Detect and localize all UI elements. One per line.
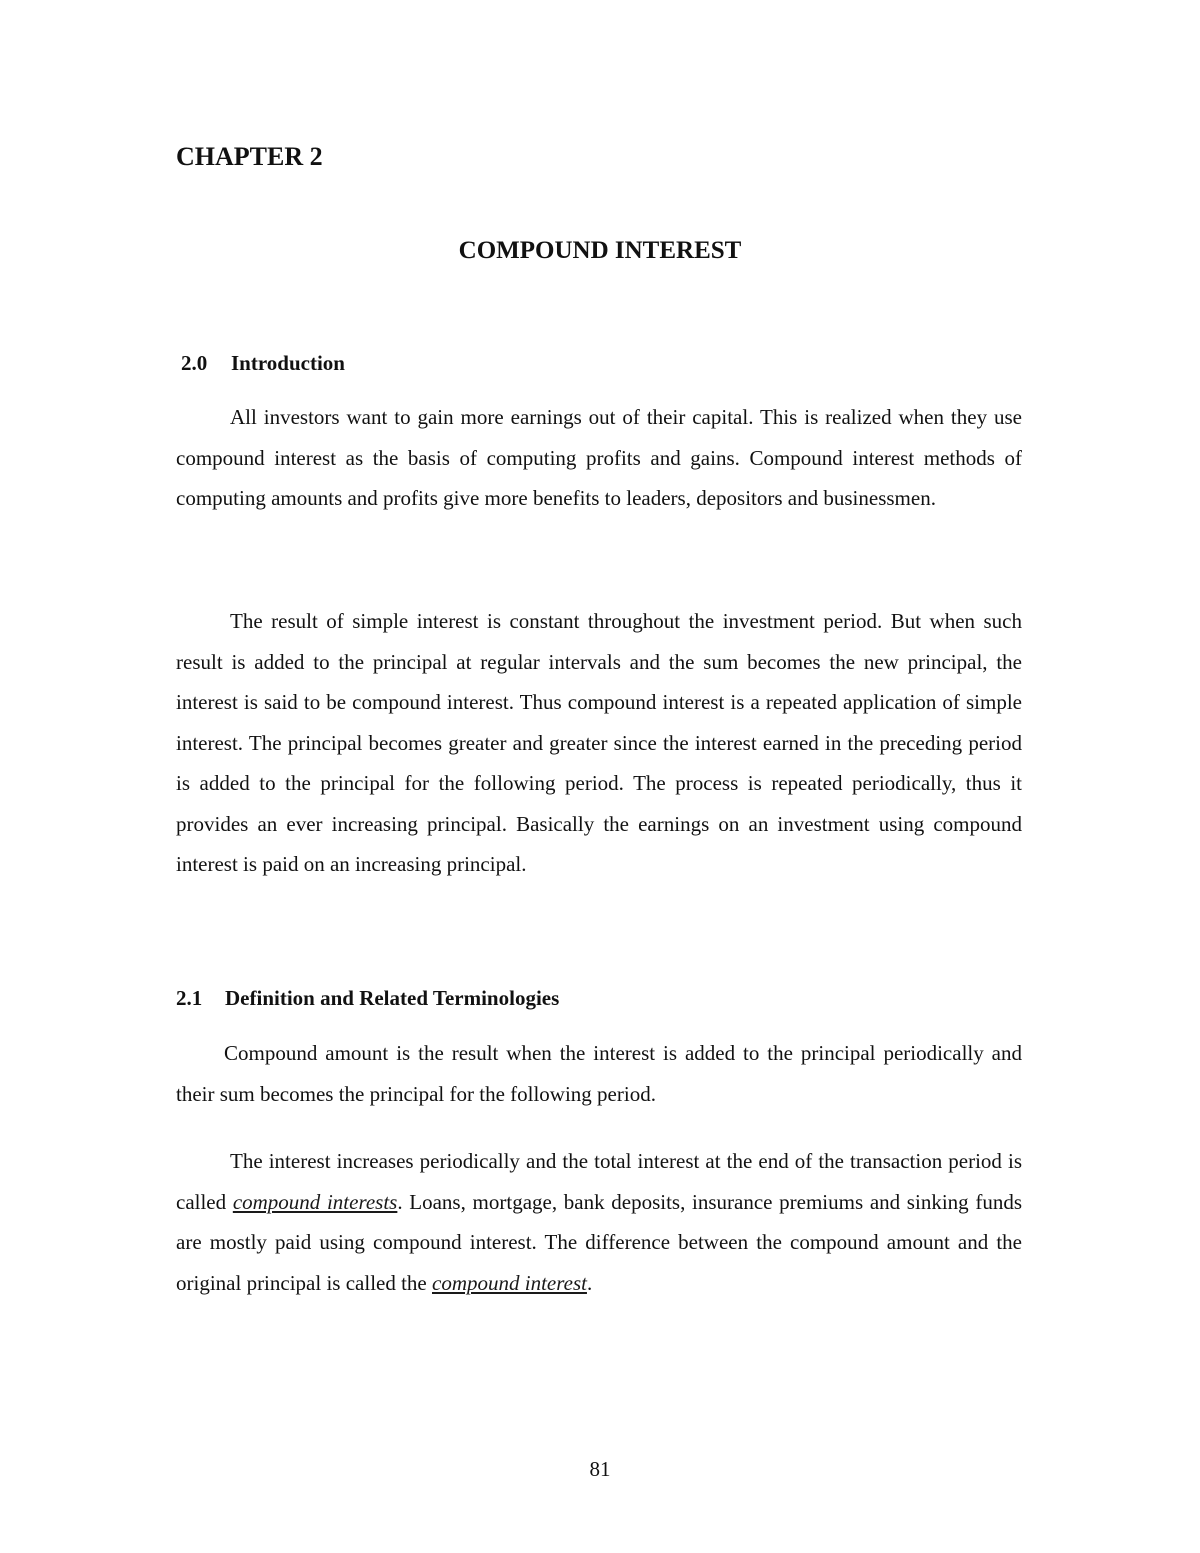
chapter-title: COMPOUND INTEREST xyxy=(458,237,742,264)
intro-paragraph-2: The result of simple interest is constant throughout the investment period. But when such result is added to the principal at regular intervals and the sum becomes the new principal, the interest is said to be compound interest. Thus compound interest is a repeated application of simple interest. The principal becomes greater and greater since the interest earned in the preceding period is added to the principal for the following period. The process is repeated periodically, thus it provides an ever increasing principal. Basically the earnings on an investment using compound interest is paid on an increasing principal. xyxy=(176,609,1022,876)
term-compound-interest: compound interest xyxy=(432,1270,587,1295)
section-title: Definition and Related Terminologies xyxy=(225,986,560,1010)
section-number: 2.0 xyxy=(181,351,208,375)
definition-paragraph-1: Compound amount is the result when the interest is added to the principal periodically and their sum becomes the principal for the following period. xyxy=(176,1041,1022,1106)
section-heading-definition xyxy=(176,986,559,1011)
chapter-label: CHAPTER 2 xyxy=(176,142,323,171)
term-compound-interests: compound interests xyxy=(232,1189,398,1214)
section-heading-introduction xyxy=(181,351,345,376)
paragraph-text: The interest increases periodically and the total interest at the end of the transaction period is called xyxy=(176,1149,1022,1214)
definition-paragraph-2 xyxy=(176,1141,1022,1303)
paragraph-text: . xyxy=(586,1270,593,1295)
page-number: 81 xyxy=(589,1457,611,1481)
paragraph-text: . Loans, mortgage, bank deposits, insurance premiums and sinking funds are mostly paid using compound interest. The difference between the compound amount and the original principal is called the xyxy=(176,1189,1022,1295)
section-title: Introduction xyxy=(231,351,345,375)
section-number: 2.1 xyxy=(176,986,203,1010)
intro-paragraph-1: All investors want to gain more earnings out of their capital. This is realized when they use compound interest as the basis of computing profits and gains. Compound interest methods of computing amounts and profits give more benefits to leaders, depositors and businessmen. xyxy=(176,405,1022,510)
